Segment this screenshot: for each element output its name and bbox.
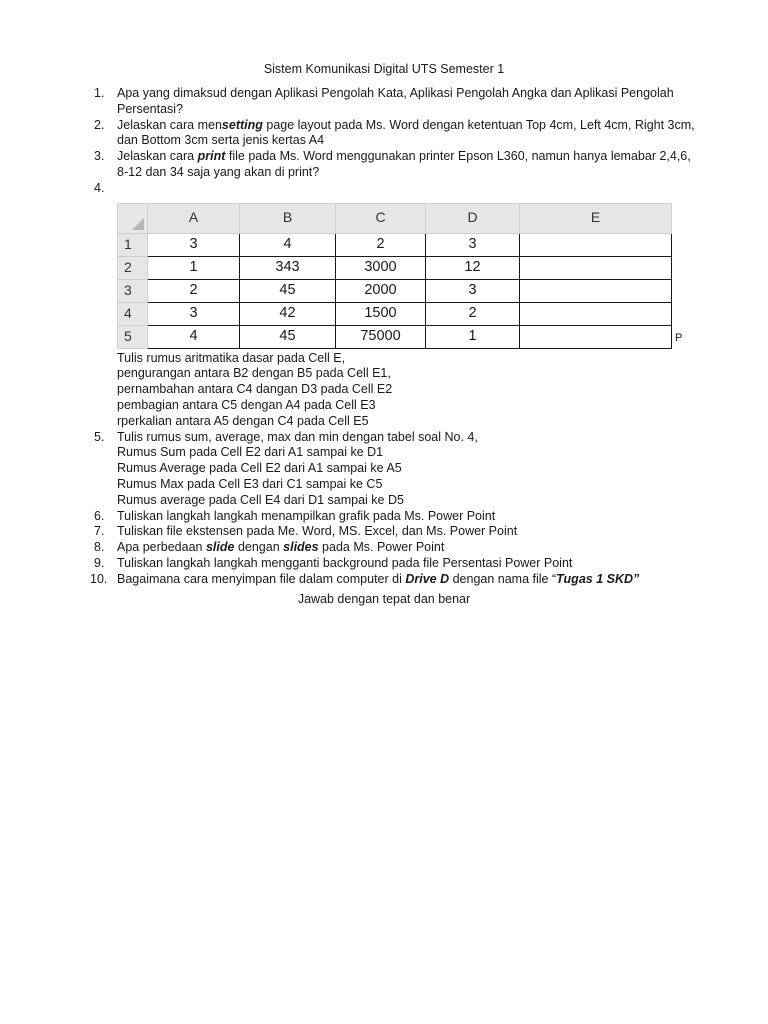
table-cell[interactable]: 1 <box>426 325 520 348</box>
table-cell[interactable]: 42 <box>240 302 336 325</box>
table-cell[interactable] <box>520 279 672 302</box>
question-8 <box>0 540 768 556</box>
question-number: 8. <box>94 540 105 555</box>
table-cell[interactable]: 4 <box>240 233 336 256</box>
column-header-row <box>118 203 672 233</box>
question-number: 9. <box>94 555 105 570</box>
table-cell[interactable]: 3 <box>426 233 520 256</box>
table-row <box>118 256 672 279</box>
question-text: Rumus Sum pada Cell E2 dari A1 sampai ke D1 <box>117 445 384 460</box>
emphasis-text: Tugas 1 SKD” <box>556 571 640 586</box>
emphasis-text: slides <box>283 540 319 555</box>
column-header-b[interactable]: B <box>240 203 336 233</box>
question-text: Tulis rumus aritmatika dasar pada Cell E, <box>117 350 346 365</box>
spacer <box>117 181 708 197</box>
question-text <box>117 540 708 556</box>
question-text <box>117 118 708 134</box>
table-cell[interactable]: 2000 <box>336 279 426 302</box>
table-cell[interactable]: 4 <box>148 325 240 348</box>
text-run: dengan nama file “ <box>449 571 557 586</box>
question-number: 6. <box>94 508 105 523</box>
column-header-e[interactable]: E <box>520 203 672 233</box>
text-run: page layout pada Ms. Word dengan ketentuan Top 4cm, Left 4cm, Right 3cm, <box>262 117 695 132</box>
question-number: 10. <box>90 571 108 586</box>
table-cell[interactable] <box>520 325 672 348</box>
question-text: Persentasi? <box>117 101 184 116</box>
table-cell[interactable]: 2 <box>426 302 520 325</box>
question-text: Tuliskan langkah langkah mengganti background pada file Persentasi Power Point <box>117 555 573 570</box>
table-cell[interactable]: 343 <box>240 256 336 279</box>
question-7 <box>0 524 768 540</box>
column-header-c[interactable]: C <box>336 203 426 233</box>
question-text: Tuliskan langkah langkah menampilkan grafik pada Ms. Power Point <box>117 508 496 523</box>
text-run: file pada Ms. Word menggunakan printer Epson L360, namun hanya lemabar 2,4,6, <box>225 149 691 164</box>
footer-instruction: Jawab dengan tepat dan benar <box>297 592 471 606</box>
question-number: 5. <box>94 429 105 444</box>
table-cell[interactable]: 3000 <box>336 256 426 279</box>
text-run: Jelaskan cara <box>117 149 198 164</box>
emphasis-text: setting <box>221 117 263 132</box>
question-5 <box>0 430 768 509</box>
table-cell[interactable]: 12 <box>426 256 520 279</box>
table-row <box>118 325 672 348</box>
select-all-corner[interactable] <box>118 203 148 233</box>
text-run: Apa perbedaan <box>117 540 206 555</box>
text-run: pada Ms. Power Point <box>318 540 445 555</box>
question-text: Tuliskan file ekstensen pada Me. Word, MS. Excel, dan Ms. Power Point <box>117 524 518 539</box>
text-run: Bagaimana cara menyimpan file dalam computer di <box>117 571 406 586</box>
question-6 <box>0 509 768 525</box>
spreadsheet <box>117 203 683 344</box>
row-header[interactable]: 2 <box>118 256 148 279</box>
row-header[interactable]: 1 <box>118 233 148 256</box>
text-run: Jelaskan cara men <box>117 117 222 132</box>
table-cell[interactable]: 3 <box>426 279 520 302</box>
question-number: 7. <box>94 524 105 539</box>
question-text: dan Bottom 3cm serta jenis kertas A4 <box>117 133 325 148</box>
column-header-d[interactable]: D <box>426 203 520 233</box>
column-header-a[interactable]: A <box>148 203 240 233</box>
row-header[interactable]: 5 <box>118 325 148 348</box>
table-cell[interactable]: 3 <box>148 233 240 256</box>
select-all-icon <box>132 218 144 230</box>
text-run: dengan <box>234 540 284 555</box>
table-cell[interactable] <box>520 233 672 256</box>
question-text <box>117 572 708 588</box>
table-cell[interactable] <box>520 256 672 279</box>
row-header[interactable]: 3 <box>118 279 148 302</box>
table-row <box>118 233 672 256</box>
question-number: 1. <box>94 86 105 100</box>
question-text: Rumus Average pada Cell E2 dari A1 sampai ke A5 <box>117 461 402 476</box>
question-text: Rumus Max pada Cell E3 dari C1 sampai ke C5 <box>117 476 383 491</box>
table-cell[interactable]: 1 <box>148 256 240 279</box>
table-cell[interactable]: 45 <box>240 279 336 302</box>
question-text: pengurangan antara B2 dengan B5 pada Cell E1, <box>117 366 391 381</box>
question-4 <box>0 181 768 430</box>
question-text: pembagian antara C5 dengan A4 pada Cell E3 <box>117 397 376 412</box>
question-10 <box>0 572 768 588</box>
trailing-mark: P <box>675 331 683 344</box>
question-text: Rumus average pada Cell E4 dari D1 sampai ke D5 <box>117 492 404 507</box>
question-text: Apa yang dimaksud dengan Aplikasi Pengolah Kata, Aplikasi Pengolah Angka dan Aplikasi Pengolah <box>117 86 674 100</box>
row-header[interactable]: 4 <box>118 302 148 325</box>
table-cell[interactable]: 3 <box>148 302 240 325</box>
page-title: Sistem Komunikasi Digital UTS Semester 1 <box>263 62 505 76</box>
question-number: 3. <box>94 149 105 164</box>
table-cell[interactable]: 1500 <box>336 302 426 325</box>
emphasis-text: print <box>197 149 226 164</box>
question-1 <box>0 86 768 118</box>
table-cell[interactable]: 2 <box>148 279 240 302</box>
table-cell[interactable]: 45 <box>240 325 336 348</box>
question-number: 2. <box>94 117 105 132</box>
emphasis-text: Drive D <box>405 571 450 586</box>
question-text: Tulis rumus sum, average, max dan min dengan tabel soal No. 4, <box>117 429 478 444</box>
table-cell[interactable]: 2 <box>336 233 426 256</box>
table-row <box>118 279 672 302</box>
question-text: rperkalian antara A5 dengan C4 pada Cell E5 <box>117 413 369 428</box>
question-2 <box>0 118 768 150</box>
question-text: 8-12 dan 34 saja yang akan di print? <box>117 164 320 179</box>
table-cell[interactable] <box>520 302 672 325</box>
question-9 <box>0 556 768 572</box>
question-number: 4. <box>94 180 105 195</box>
spreadsheet-table <box>117 203 672 349</box>
question-text <box>117 149 708 165</box>
table-cell[interactable]: 75000 <box>336 325 426 348</box>
question-list <box>0 86 768 588</box>
table-row <box>118 302 672 325</box>
question-text: pernambahan antara C4 dangan D3 pada Cell E2 <box>117 382 393 397</box>
emphasis-text: slide <box>205 540 235 555</box>
question-3 <box>0 149 768 181</box>
